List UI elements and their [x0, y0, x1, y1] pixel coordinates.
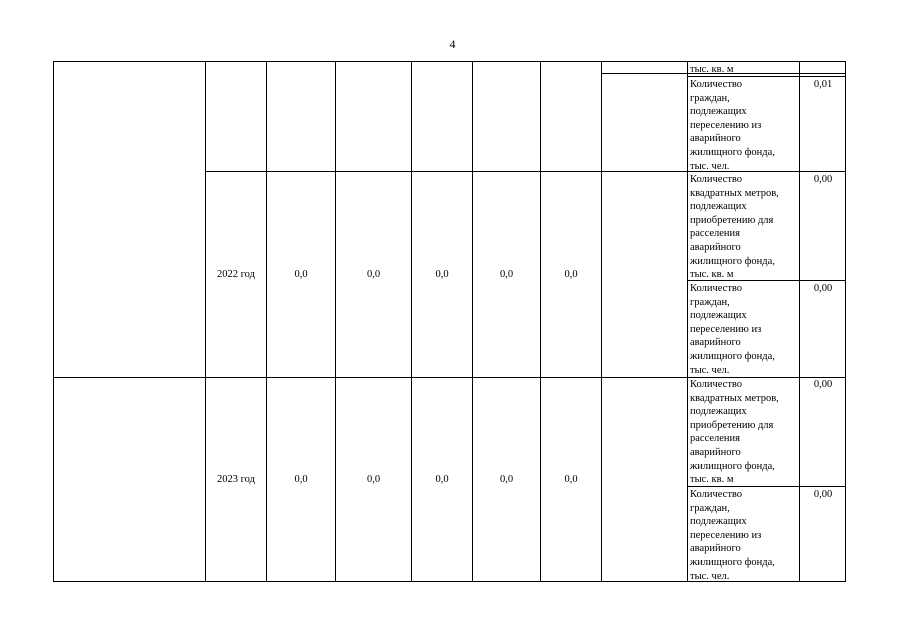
column-divider [205, 61, 206, 582]
column-divider [687, 61, 688, 582]
value-cell: 0,00 [813, 174, 833, 185]
year-cell: 2023 год [217, 474, 255, 485]
amount-cell: 0,0 [366, 474, 381, 485]
amount-cell: 0,0 [294, 269, 308, 280]
column-divider [601, 61, 602, 582]
amount-cell: 0,0 [435, 269, 449, 280]
indicator-cell: Количество квадратных метров, подлежащих приобретению для расселения аварийного жилищного фонда, тыс. кв. м [690, 379, 779, 486]
value-cell: 0,00 [813, 379, 833, 390]
year-cell: 2022 год [217, 269, 255, 280]
indicator-cell: Количество квадратных метров, подлежащих приобретению для расселения аварийного жилищного фонда, тыс. кв. м [690, 174, 779, 281]
table-top-border [53, 61, 846, 62]
column-divider [335, 61, 336, 582]
column-divider [540, 61, 541, 582]
amount-cell: 0,0 [499, 269, 514, 280]
column-divider [411, 61, 412, 582]
column-divider [266, 61, 267, 582]
column-divider [845, 61, 846, 582]
amount-cell: 0,0 [435, 474, 449, 485]
value-cell: 0,00 [813, 283, 833, 294]
value-cell: 0,00 [813, 489, 833, 500]
amount-cell: 0,0 [564, 269, 578, 280]
amount-cell: 0,0 [564, 474, 578, 485]
indicator-cell: Количество граждан, подлежащих переселению из аварийного жилищного фонда, тыс. чел. [690, 79, 775, 172]
amount-cell: 0,0 [499, 474, 514, 485]
indicator-cell: тыс. кв. м [690, 64, 734, 75]
amount-cell: 0,0 [366, 269, 381, 280]
column-divider [53, 61, 54, 582]
indicator-cell: Количество граждан, подлежащих переселению из аварийного жилищного фонда, тыс. чел. [690, 283, 775, 376]
indicator-cell: Количество граждан, подлежащих переселению из аварийного жилищного фонда, тыс. чел. [690, 489, 775, 582]
column-divider [799, 61, 800, 582]
page-number: 4 [449, 37, 456, 51]
value-cell: 0,01 [813, 79, 833, 90]
amount-cell: 0,0 [294, 474, 308, 485]
column-divider [472, 61, 473, 582]
